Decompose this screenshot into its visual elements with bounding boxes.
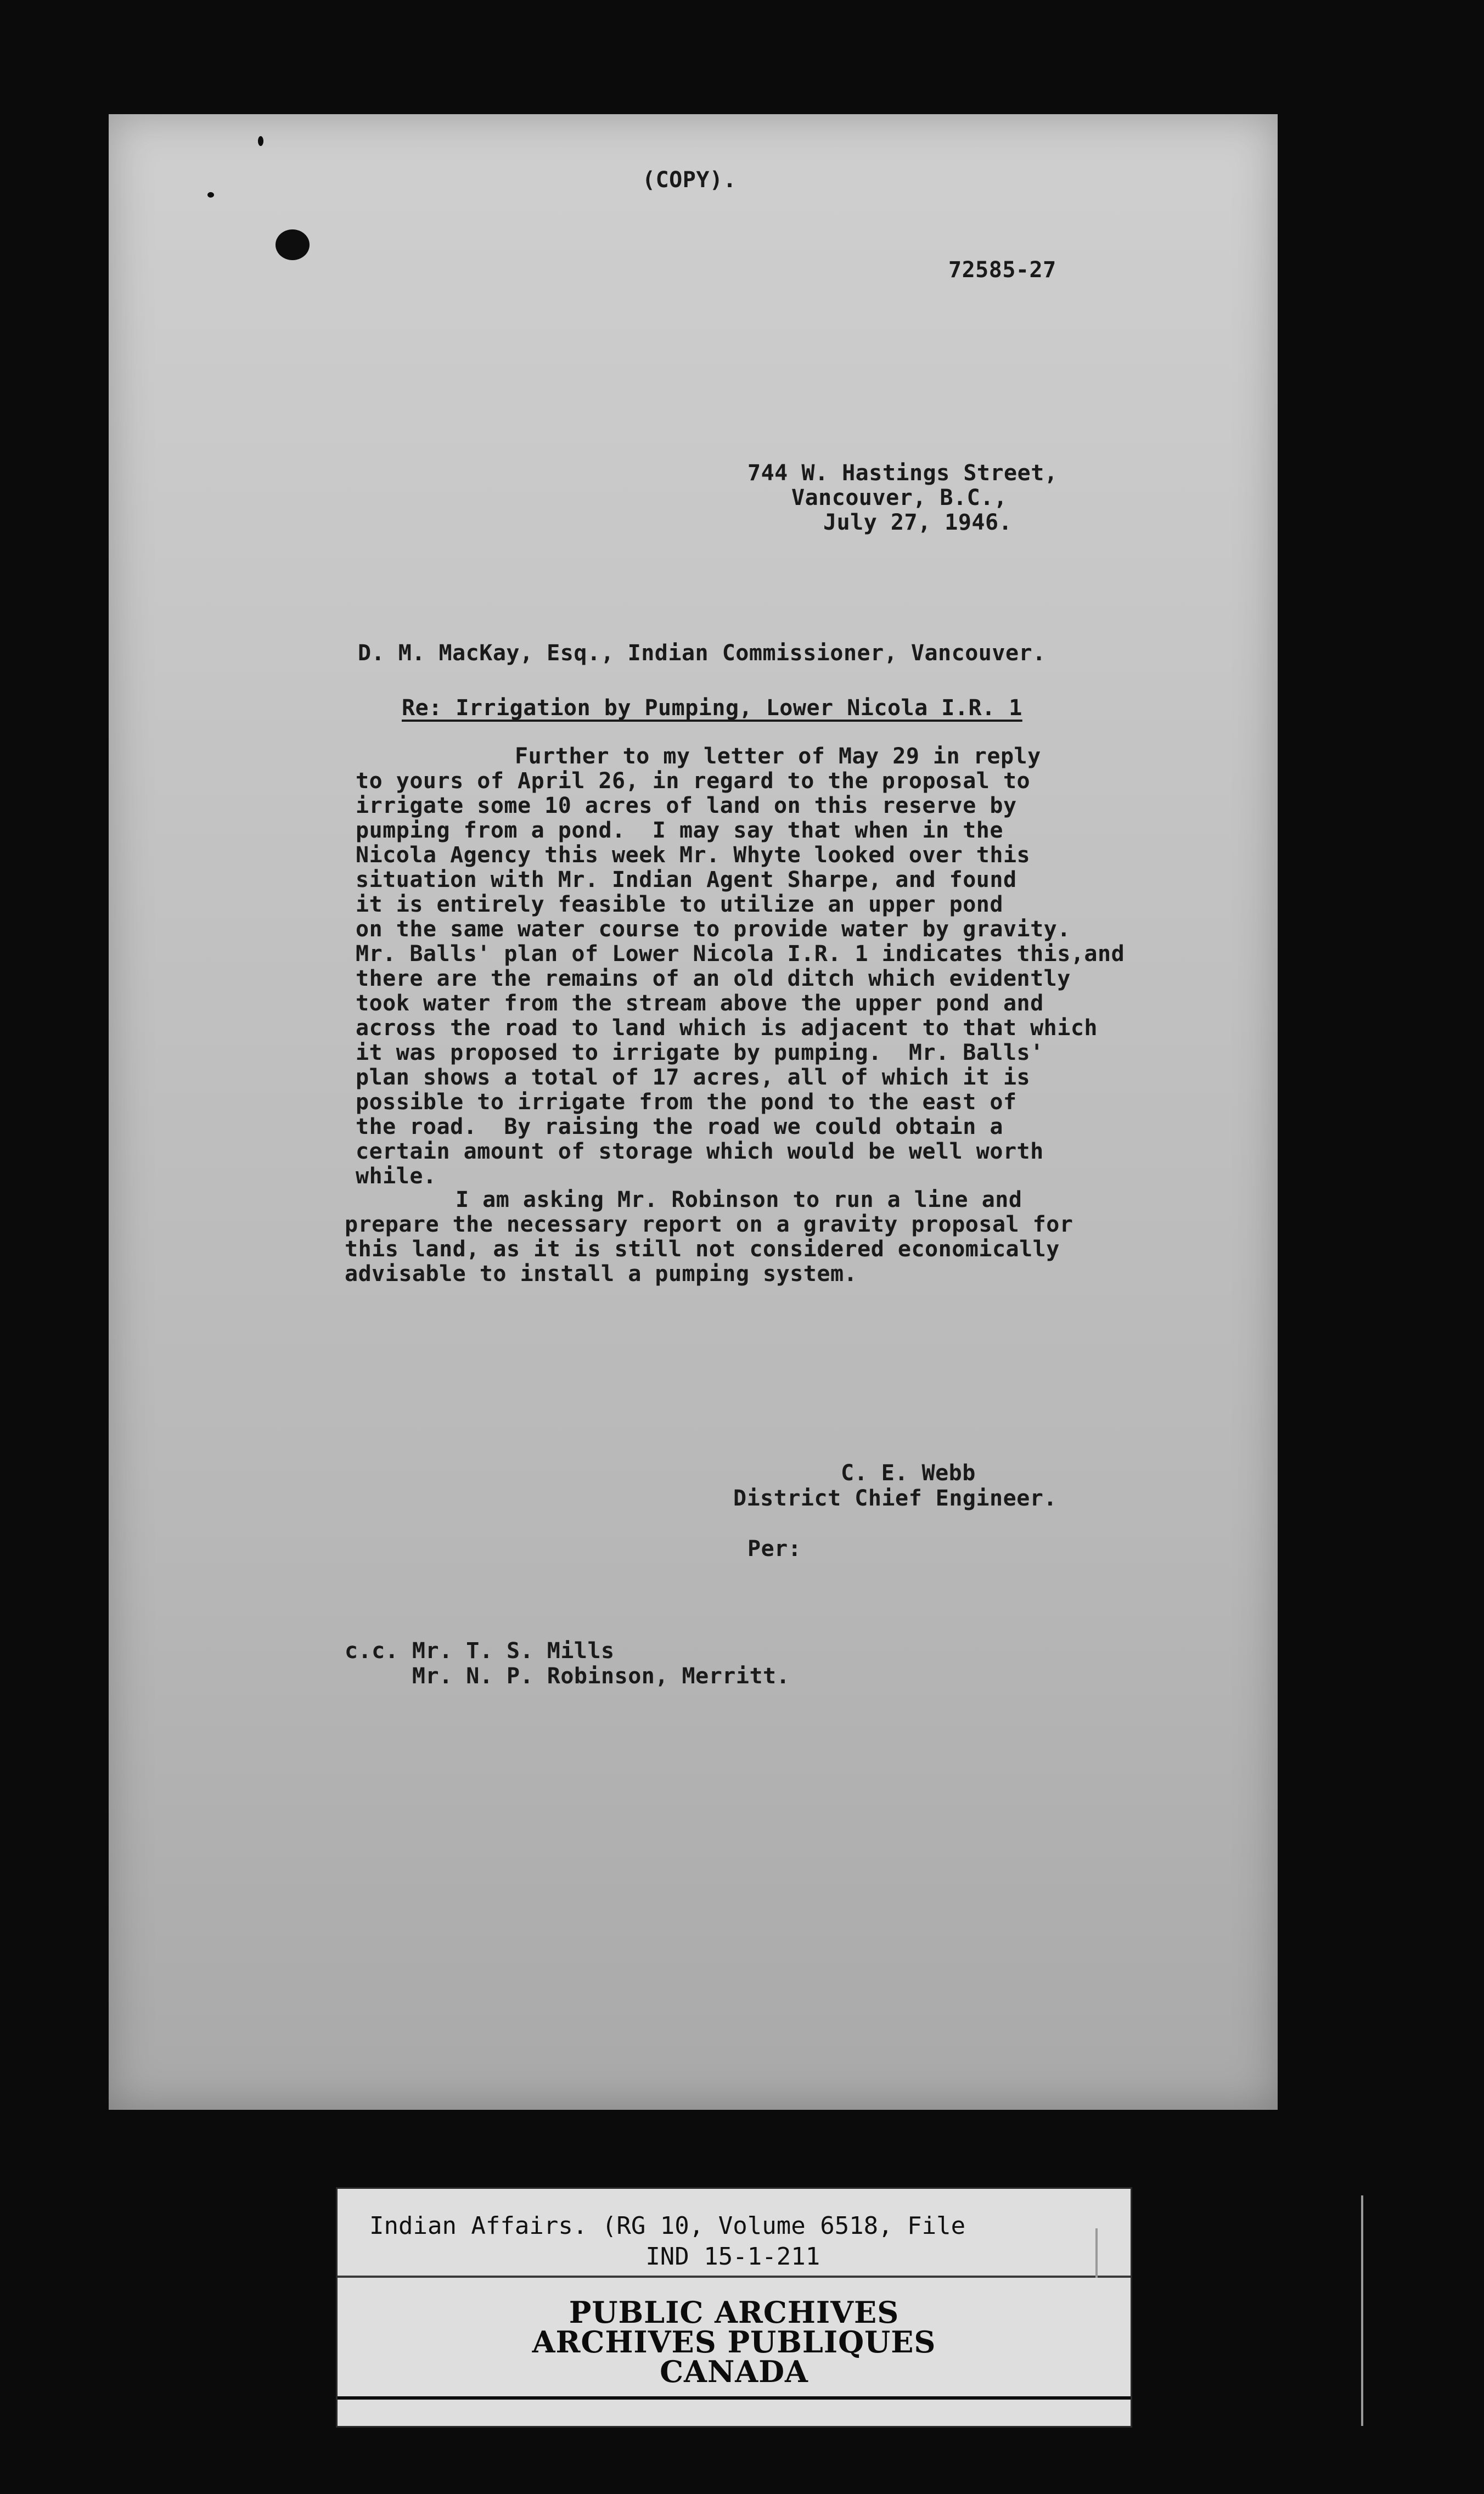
body-line: this land, as it is still not considered economically: [345, 1237, 1060, 1262]
body-line: there are the remains of an old ditch which evidently: [356, 966, 1071, 991]
body-line: plan shows a total of 17 acres, all of which it is: [356, 1065, 1031, 1090]
copy-mark: (COPY).: [642, 167, 737, 193]
cc-line: c.c. Mr. T. S. Mills: [345, 1638, 615, 1664]
body-line: pumping from a pond. I may say that when in the: [356, 818, 1003, 843]
margin-mark: [258, 136, 263, 146]
file-number: 72585-27: [948, 257, 1056, 283]
body-line: prepare the necessary report on a gravity proposal for: [345, 1212, 1073, 1237]
body-line: Further to my letter of May 29 in reply: [515, 744, 1041, 769]
body-line: it was proposed to irrigate by pumping. Mr. Balls': [356, 1040, 1044, 1065]
archive-citation: [369, 2211, 965, 2272]
recipient-line: D. M. MacKay, Esq., Indian Commissioner, Vancouver.: [358, 641, 1046, 666]
body-line: certain amount of storage which would be well worth: [356, 1139, 1044, 1164]
body-line: irrigate some 10 acres of land on this reserve by: [356, 793, 1017, 818]
archive-label: [336, 2187, 1132, 2428]
body-line: on the same water course to provide water by gravity.: [356, 917, 1071, 942]
label-bottom-rule: [338, 2396, 1131, 2400]
body-line: possible to irrigate from the pond to the east of: [356, 1089, 1017, 1115]
body-line: situation with Mr. Indian Agent Sharpe, and found: [356, 867, 1017, 892]
ink-blot: [276, 229, 310, 260]
body-line: the road. By raising the road we could obtain a: [356, 1114, 1003, 1139]
body-line: I am asking Mr. Robinson to run a line and: [456, 1187, 1022, 1212]
signatory-title: District Chief Engineer.: [733, 1486, 1057, 1511]
cc-line: Mr. N. P. Robinson, Merritt.: [345, 1664, 790, 1689]
citation-line: Indian Affairs. (RG 10, Volume 6518, File: [369, 2212, 966, 2240]
label-divider: [338, 2276, 1131, 2278]
body-line: Nicola Agency this week Mr. Whyte looked over this: [356, 842, 1031, 868]
film-edge-mark: [1361, 2195, 1363, 2426]
body-line: took water from the stream above the upper pond and: [356, 991, 1044, 1016]
signatory-name: C. E. Webb: [841, 1461, 976, 1486]
margin-mark: [207, 192, 214, 198]
body-line: it is entirely feasible to utilize an upper pond: [356, 892, 1003, 917]
body-line: advisable to install a pumping system.: [345, 1261, 858, 1287]
archive-stamp-line: ARCHIVES PUBLIQUES: [532, 2324, 936, 2360]
subject-line: Re: Irrigation by Pumping, Lower Nicola I.R. 1: [402, 695, 1022, 721]
body-line: to yours of April 26, in regard to the proposal to: [356, 768, 1031, 794]
per-line: Per:: [747, 1536, 802, 1561]
body-paragraph-1: [356, 744, 1125, 1189]
body-paragraph-2: [345, 1188, 1073, 1287]
sender-city: Vancouver, B.C.,: [791, 485, 1008, 510]
body-line: across the road to land which is adjacent to that which: [356, 1015, 1098, 1041]
body-line: Mr. Balls' plan of Lower Nicola I.R. 1 indicates this,and: [356, 941, 1125, 967]
sender-street: 744 W. Hastings Street,: [747, 460, 1058, 486]
body-line: while.: [356, 1164, 437, 1189]
film-edge-mark: [1095, 2228, 1098, 2278]
letter-date: July 27, 1946.: [823, 510, 1013, 535]
archive-stamp-line: PUBLIC ARCHIVES: [569, 2295, 900, 2330]
archive-stamp-line: CANADA: [660, 2354, 808, 2389]
citation-line: IND 15-1-211: [369, 2243, 820, 2271]
